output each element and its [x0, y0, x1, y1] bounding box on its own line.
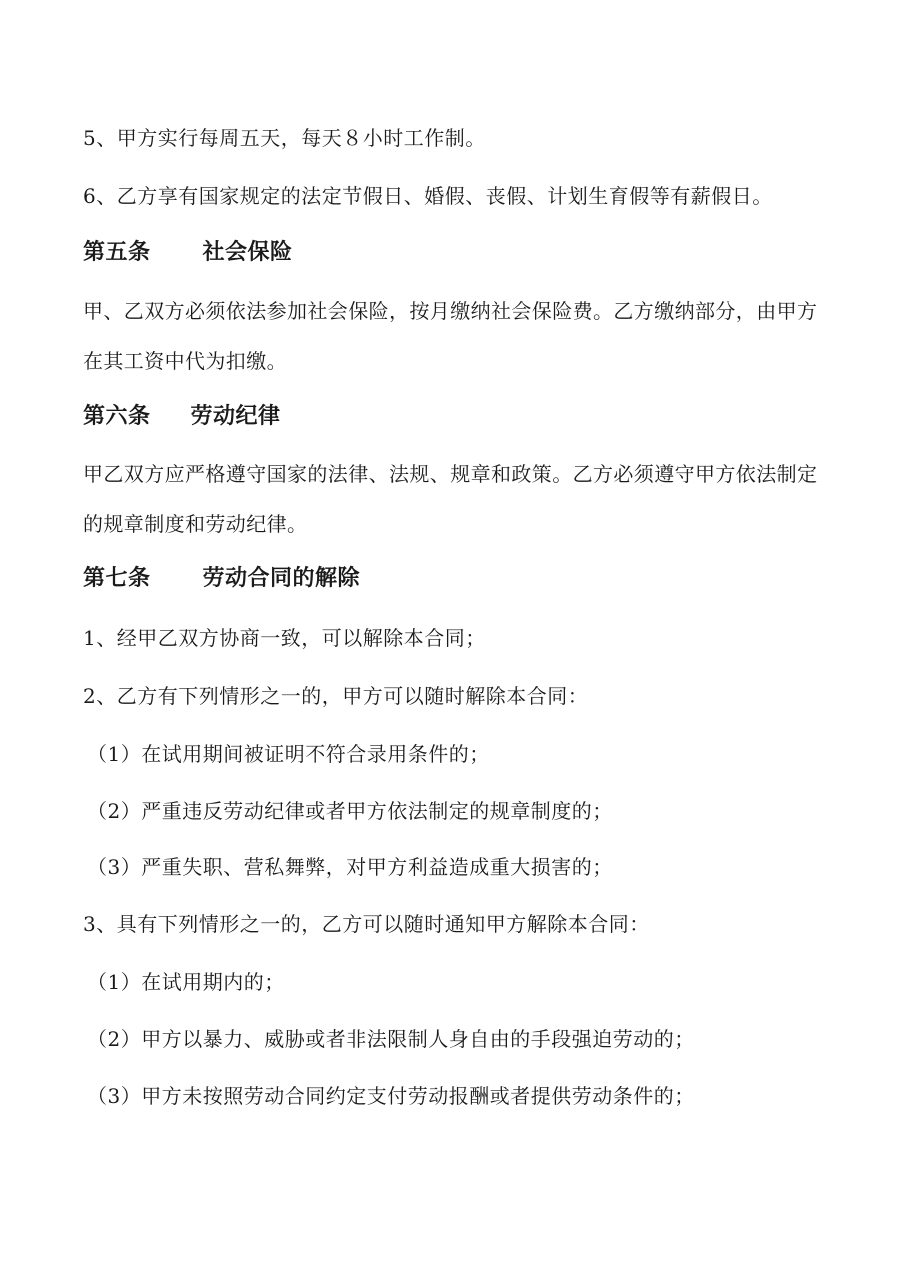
article-5-heading [83, 238, 293, 268]
article-7-subitem: （1）在试用期间被证明不符合录用条件的； [87, 742, 490, 766]
article-6-number: 第六条 [83, 404, 151, 429]
article-7-title: 劳动合同的解除 [202, 566, 361, 591]
article-6-heading [83, 402, 281, 432]
article-5-number: 第五条 [83, 240, 151, 265]
article-7-heading [83, 564, 360, 594]
article-6-title: 劳动纪律 [190, 404, 281, 429]
clause-item-5: 5、甲方实行每周五天，每天８小时工作制。 [83, 126, 486, 150]
article-7-item: 1、经甲乙双方协商一致，可以解除本合同； [83, 626, 486, 650]
article-6-body: 甲乙双方应严格遵守国家的法律、法规、规章和政策。乙方必须遵守甲方依法制定的规章制度和劳动纪律。 [83, 462, 818, 536]
article-7-subitem: （3）甲方未按照劳动合同约定支付劳动报酬或者提供劳动条件的； [87, 1084, 695, 1108]
clause-item-6: 6、乙方享有国家规定的法定节假日、婚假、丧假、计划生育假等有薪假日。 [83, 184, 773, 208]
article-7-number: 第七条 [83, 566, 151, 591]
article-5-body: 甲、乙双方必须依法参加社会保险，按月缴纳社会保险费。乙方缴纳部分，由甲方在其工资中代为扣缴。 [83, 299, 818, 373]
article-7-item: 2、乙方有下列情形之一的，甲方可以随时解除本合同： [83, 684, 589, 708]
article-7-subitem: （2）严重违反劳动纪律或者甲方依法制定的规章制度的； [87, 799, 613, 823]
article-7-item: 3、具有下列情形之一的，乙方可以随时通知甲方解除本合同： [83, 912, 650, 936]
article-5-title: 社会保险 [202, 240, 293, 265]
article-7-subitem: （3）严重失职、营私舞弊，对甲方利益造成重大损害的； [87, 855, 613, 879]
article-7-subitem: （2）甲方以暴力、威胁或者非法限制人身自由的手段强迫劳动的； [87, 1027, 695, 1051]
article-7-subitem: （1）在试用期内的； [87, 970, 285, 994]
